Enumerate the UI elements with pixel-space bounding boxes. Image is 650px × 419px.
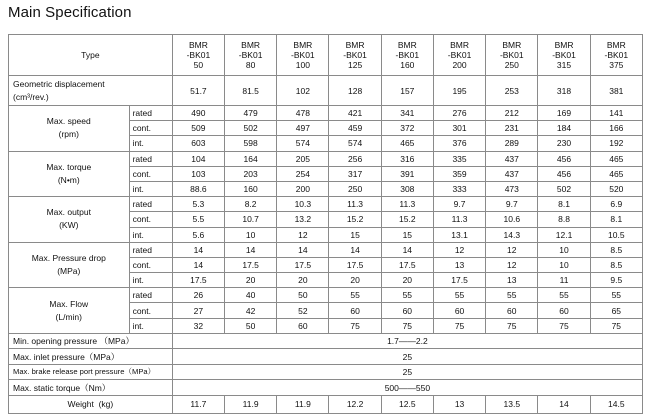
span-value: 25: [172, 364, 642, 380]
value-cell: 574: [329, 136, 381, 151]
value-cell: 10: [538, 242, 590, 257]
value-cell: 289: [486, 136, 538, 151]
value-cell: 8.5: [590, 242, 642, 257]
value-cell: 9.7: [486, 197, 538, 212]
value-cell: 437: [486, 166, 538, 181]
value-cell: 12: [277, 227, 329, 242]
value-cell: 88.6: [172, 181, 224, 196]
value-cell: 52: [277, 303, 329, 318]
model-header-line: BMR: [293, 40, 313, 50]
value-cell: 497: [277, 121, 329, 136]
label-line: (MPa): [57, 265, 81, 276]
table-row: [9, 151, 643, 166]
value-cell: 10.3: [277, 197, 329, 212]
type-header: Type: [9, 35, 173, 76]
spec-table: [8, 34, 643, 414]
value-cell: 75: [590, 318, 642, 333]
value-cell: 478: [277, 106, 329, 121]
group-label: [9, 288, 130, 334]
value-cell: 231: [486, 121, 538, 136]
value-cell: 17.5: [433, 273, 485, 288]
value-cell: 75: [538, 318, 590, 333]
sub-label: rated: [129, 197, 172, 212]
label-line: Max. Pressure drop: [31, 252, 106, 263]
weight-label: Weight (kg): [9, 395, 173, 413]
value-cell: 14.3: [486, 227, 538, 242]
span-label: Max. brake release port pressure（MPa）: [9, 364, 173, 380]
value-cell: 421: [329, 106, 381, 121]
sub-label: rated: [129, 106, 172, 121]
value-cell: 169: [538, 106, 590, 121]
sub-label: int.: [129, 136, 172, 151]
model-header-line: 200: [452, 60, 467, 70]
value-cell: 5.3: [172, 197, 224, 212]
group-label: [9, 197, 130, 243]
value-cell: 502: [538, 181, 590, 196]
value-cell: 11.7: [172, 395, 224, 413]
model-header-line: -BK01: [552, 50, 576, 60]
value-cell: 520: [590, 181, 642, 196]
span-row: [9, 333, 643, 349]
value-cell: 372: [381, 121, 433, 136]
model-header-line: BMR: [606, 40, 626, 50]
value-cell: 102: [277, 76, 329, 106]
value-cell: 42: [225, 303, 277, 318]
label-line: Max. torque: [46, 161, 92, 172]
value-cell: 598: [225, 136, 277, 151]
value-cell: 376: [433, 136, 485, 151]
group-label: [9, 242, 130, 288]
value-cell: 12.1: [538, 227, 590, 242]
value-cell: 276: [433, 106, 485, 121]
model-header-line: -BK01: [238, 50, 263, 60]
span-value: 1.7——2.2: [172, 333, 642, 349]
value-cell: 14: [172, 242, 224, 257]
value-cell: 14: [381, 242, 433, 257]
value-cell: 10.7: [225, 212, 277, 227]
value-cell: 20: [277, 273, 329, 288]
model-header-line: -BK01: [604, 50, 629, 60]
model-header-line: -BK01: [447, 50, 472, 60]
group-label: [9, 106, 130, 152]
value-cell: 301: [433, 121, 485, 136]
label-line: (N•m): [57, 174, 80, 185]
model-header-line: -BK01: [186, 50, 211, 60]
value-cell: 465: [590, 151, 642, 166]
value-cell: 14: [538, 395, 590, 413]
value-cell: 200: [277, 181, 329, 196]
value-cell: 164: [225, 151, 277, 166]
span-row: [9, 380, 643, 396]
value-cell: 26: [172, 288, 224, 303]
value-cell: 9.7: [433, 197, 485, 212]
value-cell: 40: [225, 288, 277, 303]
value-cell: 75: [329, 318, 381, 333]
value-cell: 318: [538, 76, 590, 106]
value-cell: 160: [225, 181, 277, 196]
value-cell: 250: [329, 181, 381, 196]
value-cell: 13: [486, 273, 538, 288]
value-cell: 65: [590, 303, 642, 318]
sub-label: int.: [129, 227, 172, 242]
value-cell: 55: [381, 288, 433, 303]
model-header-line: 100: [295, 60, 310, 70]
value-cell: 574: [277, 136, 329, 151]
model-header-line: 50: [193, 60, 204, 70]
value-cell: 465: [381, 136, 433, 151]
model-header: [381, 35, 433, 76]
value-cell: 13: [433, 395, 485, 413]
value-cell: 50: [225, 318, 277, 333]
model-header-line: BMR: [241, 40, 261, 50]
value-cell: 14: [225, 242, 277, 257]
value-cell: 8.2: [225, 197, 277, 212]
table-row: [9, 242, 643, 257]
value-cell: 11.3: [329, 197, 381, 212]
value-cell: 20: [381, 273, 433, 288]
value-cell: 256: [329, 151, 381, 166]
sub-label: cont.: [129, 121, 172, 136]
value-cell: 15: [329, 227, 381, 242]
value-cell: 55: [590, 288, 642, 303]
value-cell: 141: [590, 106, 642, 121]
value-cell: 55: [486, 288, 538, 303]
label-line: (KW): [59, 220, 79, 231]
header-row: [9, 35, 643, 76]
value-cell: 27: [172, 303, 224, 318]
value-cell: 456: [538, 166, 590, 181]
model-header: [225, 35, 277, 76]
label-line: Max. Flow: [49, 298, 89, 309]
model-header-line: -BK01: [343, 50, 367, 60]
value-cell: 502: [225, 121, 277, 136]
value-cell: 10.6: [486, 212, 538, 227]
value-cell: 317: [329, 166, 381, 181]
value-cell: 103: [172, 166, 224, 181]
span-value: 25: [172, 349, 642, 365]
table-row: [9, 197, 643, 212]
value-cell: 11: [538, 273, 590, 288]
value-cell: 75: [381, 318, 433, 333]
value-cell: 157: [381, 76, 433, 106]
value-cell: 13.2: [277, 212, 329, 227]
value-cell: 5.6: [172, 227, 224, 242]
value-cell: 10.5: [590, 227, 642, 242]
model-header-line: BMR: [188, 40, 208, 50]
value-cell: 17.5: [172, 273, 224, 288]
value-cell: 17.5: [381, 257, 433, 272]
value-cell: 17.5: [329, 257, 381, 272]
value-cell: 14: [172, 257, 224, 272]
span-row: [9, 349, 643, 365]
value-cell: 11.9: [277, 395, 329, 413]
value-cell: 128: [329, 76, 381, 106]
value-cell: 166: [590, 121, 642, 136]
model-header-line: 315: [556, 60, 572, 70]
value-cell: 341: [381, 106, 433, 121]
span-label: Min. opening pressure （MPa）: [9, 333, 173, 349]
value-cell: 11.9: [225, 395, 277, 413]
displacement-label: [9, 76, 173, 106]
value-cell: 509: [172, 121, 224, 136]
value-cell: 391: [381, 166, 433, 181]
model-header-line: -BK01: [499, 50, 524, 60]
table-row: [9, 106, 643, 121]
value-cell: 60: [538, 303, 590, 318]
label-line: Max. speed: [46, 116, 91, 127]
label-line: Geometric displacement: [13, 78, 105, 89]
value-cell: 60: [329, 303, 381, 318]
model-header-line: 160: [400, 60, 415, 70]
model-header: [590, 35, 642, 76]
value-cell: 473: [486, 181, 538, 196]
value-cell: 456: [538, 151, 590, 166]
value-cell: 13.1: [433, 227, 485, 242]
table-row: [9, 288, 643, 303]
weight-row: [9, 395, 643, 413]
model-header: [172, 35, 224, 76]
model-header-line: -BK01: [291, 50, 315, 60]
value-cell: 490: [172, 106, 224, 121]
value-cell: 459: [329, 121, 381, 136]
sub-label: int.: [129, 318, 172, 333]
sub-label: cont.: [129, 212, 172, 227]
value-cell: 12: [433, 242, 485, 257]
value-cell: 50: [277, 288, 329, 303]
model-header: [486, 35, 538, 76]
model-header-line: BMR: [502, 40, 522, 50]
value-cell: 333: [433, 181, 485, 196]
model-header: [277, 35, 329, 76]
value-cell: 203: [225, 166, 277, 181]
value-cell: 8.1: [590, 212, 642, 227]
value-cell: 308: [381, 181, 433, 196]
model-header-line: BMR: [345, 40, 365, 50]
model-header-line: 250: [504, 60, 519, 70]
value-cell: 14.5: [590, 395, 642, 413]
value-cell: 12: [486, 257, 538, 272]
value-cell: 75: [486, 318, 538, 333]
sub-label: rated: [129, 151, 172, 166]
value-cell: 10: [225, 227, 277, 242]
sub-label: int.: [129, 273, 172, 288]
value-cell: 316: [381, 151, 433, 166]
sub-label: cont.: [129, 166, 172, 181]
model-header-line: BMR: [554, 40, 574, 50]
value-cell: 12.5: [381, 395, 433, 413]
value-cell: 8.5: [590, 257, 642, 272]
value-cell: 13.5: [486, 395, 538, 413]
label-line: (rpm): [58, 129, 79, 140]
value-cell: 254: [277, 166, 329, 181]
value-cell: 253: [486, 76, 538, 106]
value-cell: 335: [433, 151, 485, 166]
value-cell: 465: [590, 166, 642, 181]
value-cell: 437: [486, 151, 538, 166]
label-line: (L/min): [55, 311, 82, 322]
span-value: 500——550: [172, 380, 642, 396]
value-cell: 603: [172, 136, 224, 151]
value-cell: 192: [590, 136, 642, 151]
value-cell: 205: [277, 151, 329, 166]
value-cell: 15.2: [329, 212, 381, 227]
model-header: [433, 35, 485, 76]
value-cell: 55: [329, 288, 381, 303]
value-cell: 14: [329, 242, 381, 257]
value-cell: 15.2: [381, 212, 433, 227]
value-cell: 81.5: [225, 76, 277, 106]
value-cell: 9.5: [590, 273, 642, 288]
sub-label: cont.: [129, 257, 172, 272]
model-header-line: 125: [347, 60, 363, 70]
page-title: Main Specification: [8, 4, 132, 21]
group-label: [9, 151, 130, 197]
value-cell: 55: [538, 288, 590, 303]
label-line: (cm³/rev.): [13, 91, 49, 102]
value-cell: 11.3: [433, 212, 485, 227]
value-cell: 8.1: [538, 197, 590, 212]
value-cell: 12.2: [329, 395, 381, 413]
value-cell: 13: [433, 257, 485, 272]
value-cell: 60: [381, 303, 433, 318]
value-cell: 14: [277, 242, 329, 257]
value-cell: 32: [172, 318, 224, 333]
value-cell: 10: [538, 257, 590, 272]
value-cell: 5.5: [172, 212, 224, 227]
value-cell: 479: [225, 106, 277, 121]
value-cell: 230: [538, 136, 590, 151]
value-cell: 381: [590, 76, 642, 106]
value-cell: 184: [538, 121, 590, 136]
model-header: [329, 35, 381, 76]
span-label: Max. static torque（Nm）: [9, 380, 173, 396]
value-cell: 104: [172, 151, 224, 166]
value-cell: 195: [433, 76, 485, 106]
model-header-line: 80: [245, 60, 256, 70]
span-row: [9, 364, 643, 380]
value-cell: 51.7: [172, 76, 224, 106]
model-header-line: -BK01: [395, 50, 420, 60]
sub-label: rated: [129, 242, 172, 257]
value-cell: 17.5: [277, 257, 329, 272]
value-cell: 60: [277, 318, 329, 333]
value-cell: 15: [381, 227, 433, 242]
displacement-row: [9, 76, 643, 106]
model-header-line: BMR: [450, 40, 469, 50]
value-cell: 6.9: [590, 197, 642, 212]
value-cell: 55: [433, 288, 485, 303]
value-cell: 20: [329, 273, 381, 288]
value-cell: 60: [433, 303, 485, 318]
value-cell: 12: [486, 242, 538, 257]
sub-label: rated: [129, 288, 172, 303]
label-line: Max. output: [46, 207, 91, 218]
span-label: Max. inlet pressure（MPa）: [9, 349, 173, 365]
value-cell: 212: [486, 106, 538, 121]
sub-label: cont.: [129, 303, 172, 318]
value-cell: 75: [433, 318, 485, 333]
value-cell: 60: [486, 303, 538, 318]
model-header-line: BMR: [397, 40, 417, 50]
value-cell: 359: [433, 166, 485, 181]
sub-label: int.: [129, 181, 172, 196]
value-cell: 17.5: [225, 257, 277, 272]
value-cell: 20: [225, 273, 277, 288]
value-cell: 8.8: [538, 212, 590, 227]
model-header: [538, 35, 590, 76]
value-cell: 11.3: [381, 197, 433, 212]
model-header-line: 375: [609, 60, 624, 70]
